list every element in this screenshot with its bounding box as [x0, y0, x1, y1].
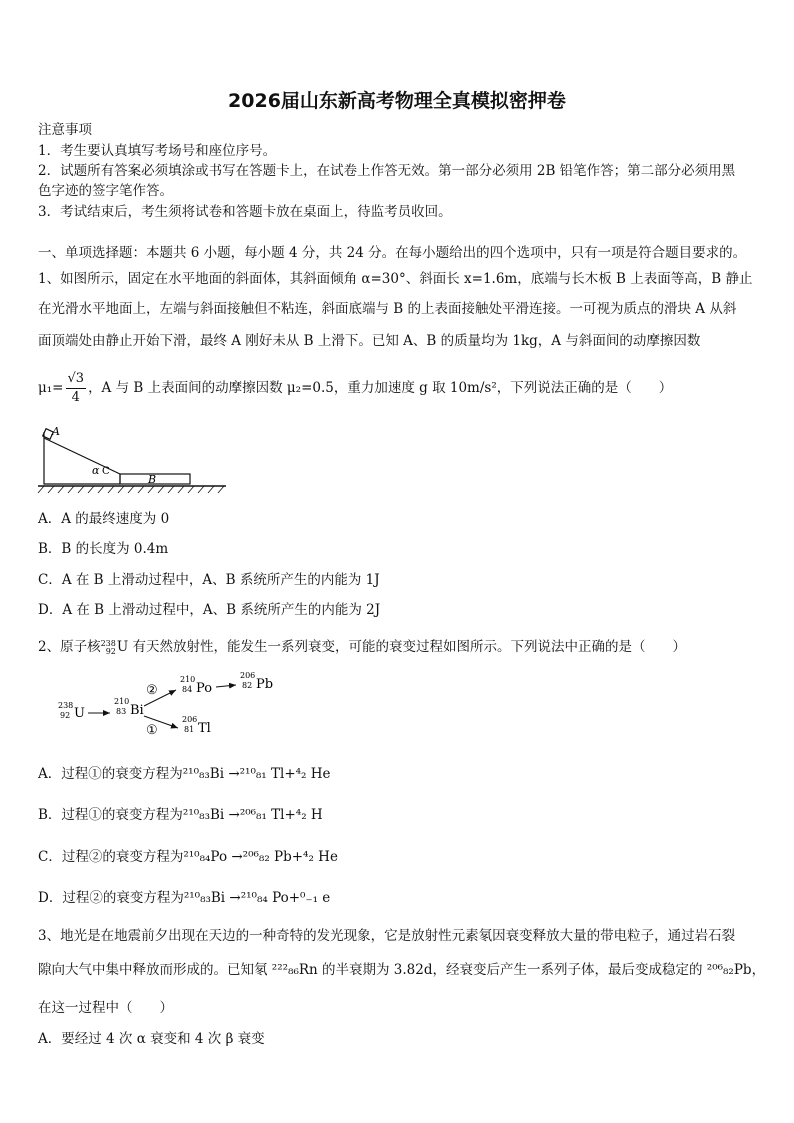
mu1-numerator: √3 — [66, 370, 87, 389]
u-symbol: U — [74, 706, 85, 721]
q1-option-d: D．A 在 B 上滑动过程中，A、B 系统所产生的内能为 2J — [38, 602, 381, 618]
notice-item: 2．试题所有答案必须填涂或书写在答题卡上，在试卷上作答无效。第一部分必须用 2B 铅笔作答；第二部分必须用黑 — [38, 163, 736, 179]
step1-marker: ① — [146, 723, 158, 738]
q2-option-b-label: B．过程①的衰变方程为 — [38, 807, 183, 823]
q2-option-c-label: C．过程②的衰变方程为 — [38, 849, 184, 865]
q1-option-b: B．B 的长度为 0.4m — [38, 541, 169, 557]
arrow-po-pb — [216, 685, 236, 687]
label-b: B — [148, 473, 157, 486]
q2-nuclide-numbers — [101, 640, 116, 656]
notice-heading: 注意事项 — [38, 122, 92, 138]
q1-option-c: C．A 在 B 上滑动过程中，A、B 系统所产生的内能为 1J — [38, 572, 380, 588]
nuclide-mass: 238 — [100, 638, 116, 648]
q2-option-b — [38, 806, 323, 824]
pb-mass: 206 — [240, 671, 256, 680]
q2-option-d-eq: ²¹⁰₈₃Bi →²¹⁰₈₄ Po+⁰₋₁ e — [183, 890, 331, 906]
bi-symbol: Bi — [130, 703, 144, 718]
q3-stem-line: 在这一过程中（ ） — [38, 1000, 173, 1016]
po-symbol: Po — [196, 681, 213, 696]
q2-stem — [38, 638, 686, 656]
q3-stem-line: 3、地光是在地震前夕出现在天边的一种奇特的发光现象，它是放射性元素氡因衰变释放大量的带电粒子，通过岩石裂 — [38, 928, 736, 944]
po-mass: 210 — [180, 675, 196, 684]
page-title: 2026届山东新高考物理全真模拟密押卷 — [228, 90, 566, 112]
q1-mu-line — [38, 370, 672, 407]
mu1-fraction — [66, 370, 87, 407]
section-heading: 一、单项选择题：本题共 6 小题，每小题 4 分，共 24 分。在每小题给出的四个选项中，只有一项是符合题目要求的。 — [38, 245, 747, 261]
q2-stem-suffix: U 有天然放射性，能发生一系列衰变，可能的衰变过程如图所示。下列说法中正确的是（ ） — [116, 639, 687, 655]
q1-stem-line: 在光滑水平地面上，左端与斜面接触但不粘连，斜面底端与 B 的上表面接触处平滑连接。一可视为质点的滑块 A 从斜 — [38, 301, 737, 317]
notice-item: 1．考生要认真填写考场号和座位序号。 — [38, 143, 277, 159]
tl-mass: 206 — [182, 715, 198, 724]
q1-stem-line: 面顶端处由静止开始下滑，最终 A 刚好未从 B 上滑下。已知 A、B 的质量均为 1kg，A 与斜面间的动摩擦因数 — [38, 333, 701, 349]
q2-stem-prefix: 2、原子核 — [38, 639, 101, 655]
q1-option-a: A．A 的最终速度为 0 — [38, 511, 170, 527]
step2-marker: ② — [146, 683, 158, 698]
q3-option-a: A．要经过 4 次 α 衰变和 4 次 β 衰变 — [38, 1031, 265, 1047]
q2-decay-diagram — [52, 668, 292, 748]
notice-item: 3．考试结束后，考生须将试卷和答题卡放在桌面上，待监考员收回。 — [38, 204, 452, 220]
nuclide-atomic: 92 — [105, 646, 116, 656]
q1-figure — [36, 420, 236, 495]
q2-option-a — [38, 765, 331, 783]
pb-symbol: Pb — [256, 677, 274, 692]
pb-z: 82 — [242, 681, 253, 690]
notice-item: 色字迹的签字笔作答。 — [38, 183, 173, 199]
q1-stem-line: 1、如图所示，固定在水平地面的斜面体，其斜面倾角 α=30°、斜面长 x=1.6m，底端与长木板 B 上表面等高，B 静止 — [38, 271, 753, 287]
q2-option-b-eq: ²¹⁰₈₃Bi →²⁰⁶₈₁ Tl+⁴₂ H — [182, 807, 323, 823]
label-c: C — [102, 466, 110, 477]
q2-option-d — [38, 889, 330, 907]
q2-option-c — [38, 848, 338, 866]
mu1-denominator: 4 — [71, 390, 80, 405]
bi-mass: 210 — [114, 697, 130, 706]
q2-option-c-eq: ²¹⁰₈₄Po →²⁰⁶₈₂ Pb+⁴₂ He — [183, 849, 338, 865]
label-a: A — [52, 425, 60, 438]
tl-symbol: Tl — [198, 721, 211, 736]
po-z: 84 — [182, 685, 193, 694]
q1-mu-suffix: ，A 与 B 上表面间的动摩擦因数 μ₂=0.5，重力加速度 g 取 10m/s²，下列说法正确的是（ ） — [88, 380, 673, 396]
q2-option-d-label: D．过程②的衰变方程为 — [38, 890, 184, 906]
q2-option-a-label: A．过程①的衰变方程为 — [38, 766, 183, 782]
q2-option-a-eq: ²¹⁰₈₃Bi →²¹⁰₈₁ Tl+⁴₂ He — [182, 766, 331, 782]
mu1-label: μ₁= — [38, 380, 64, 396]
u-mass: 238 — [58, 701, 74, 710]
label-alpha: α — [92, 464, 100, 477]
q3-stem-line: 隙向大气中集中释放而形成的。已知氡 ²²²₈₆Rn 的半衰期为 3.82d，经衰变后产生一系列子体，最后变成稳定的 ²⁰⁶₈₂Pb， — [38, 962, 766, 978]
tl-z: 81 — [184, 725, 195, 734]
u-z: 92 — [60, 711, 71, 720]
bi-z: 83 — [116, 707, 127, 716]
